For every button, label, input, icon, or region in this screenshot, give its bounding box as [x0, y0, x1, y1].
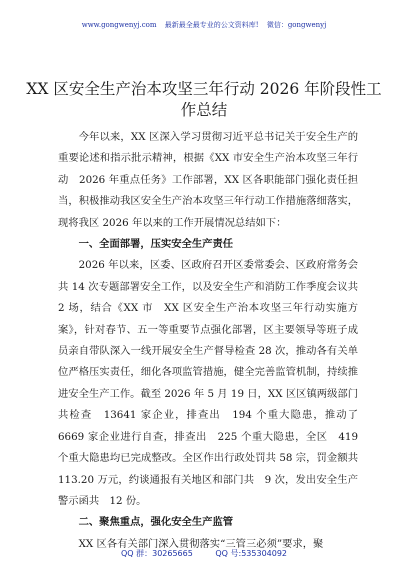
site-slogan: 最新最全最专业的公文资料库!	[164, 21, 259, 29]
wechat-id: 微信：gongwenyj	[266, 21, 327, 29]
document-body	[58, 127, 369, 555]
intro-paragraph: 今年以来，XX 区深入学习贯彻习近平总书记关于安全生产的重要论述和指示批示精神，根据《XX 市安全生产治本攻坚三年行动 2026 年重点任务》工作部署，XX 区各职能部门强化责任担当，积极推动我区安全生产治本攻坚三年行动工作措施落细落实，现将我区 2026 年以来的工作开展情况总结如下：	[58, 131, 358, 229]
site-header	[0, 20, 408, 30]
site-url[interactable]: www.gongwenyj.com	[81, 21, 157, 29]
qq-number: QQ 号:535304092	[215, 549, 288, 558]
section-heading-2: 二、聚焦重点，强化安全生产监管	[78, 516, 234, 529]
section-heading-1: 一、全面部署，压实安全生产责任	[78, 238, 234, 251]
qq-group: QQ 群：30265665	[120, 549, 193, 558]
section-1-paragraph: 2026 年以来，区委、区政府召开区委常委会、区政府常务会共 14 次专题部署安全工作，以及安全生产和消防工作季度会议共 2 场，结合《XX 市 XX 区安全生产治本攻坚三年行动实施方案》，针对春节、五一等重要节点强化部署，区主要领导等班子成员亲自带队深入一线开展安全生产督导检查 28 次，推动各有关单位严格压实责任，细化各项监管措施，健全完善监管机制，持续推进安全生产工作。截至 2026 年 5 月 19 日，XX 区区镇两级部门共检查 13641 家企业，排查出 194 个重大隐患，推动了 6669 家企业进行自查，排查出 225 个重大隐患，全区 419 个重大隐患均已完成整改。全区作出行政处罚共 58 宗，罚金额共 113.20 万元，约谈通报有关地区和部门共 9 次，发出安全生产警示函共 12 份。	[58, 259, 369, 507]
section-2-paragraph: XX 区各有关部门深入贯彻落实“三管三必须”要求，聚	[78, 537, 324, 550]
site-footer	[0, 548, 408, 559]
document-title: XX 区安全生产治本攻坚三年行动 2026 年阶段性工作总结	[26, 80, 382, 119]
